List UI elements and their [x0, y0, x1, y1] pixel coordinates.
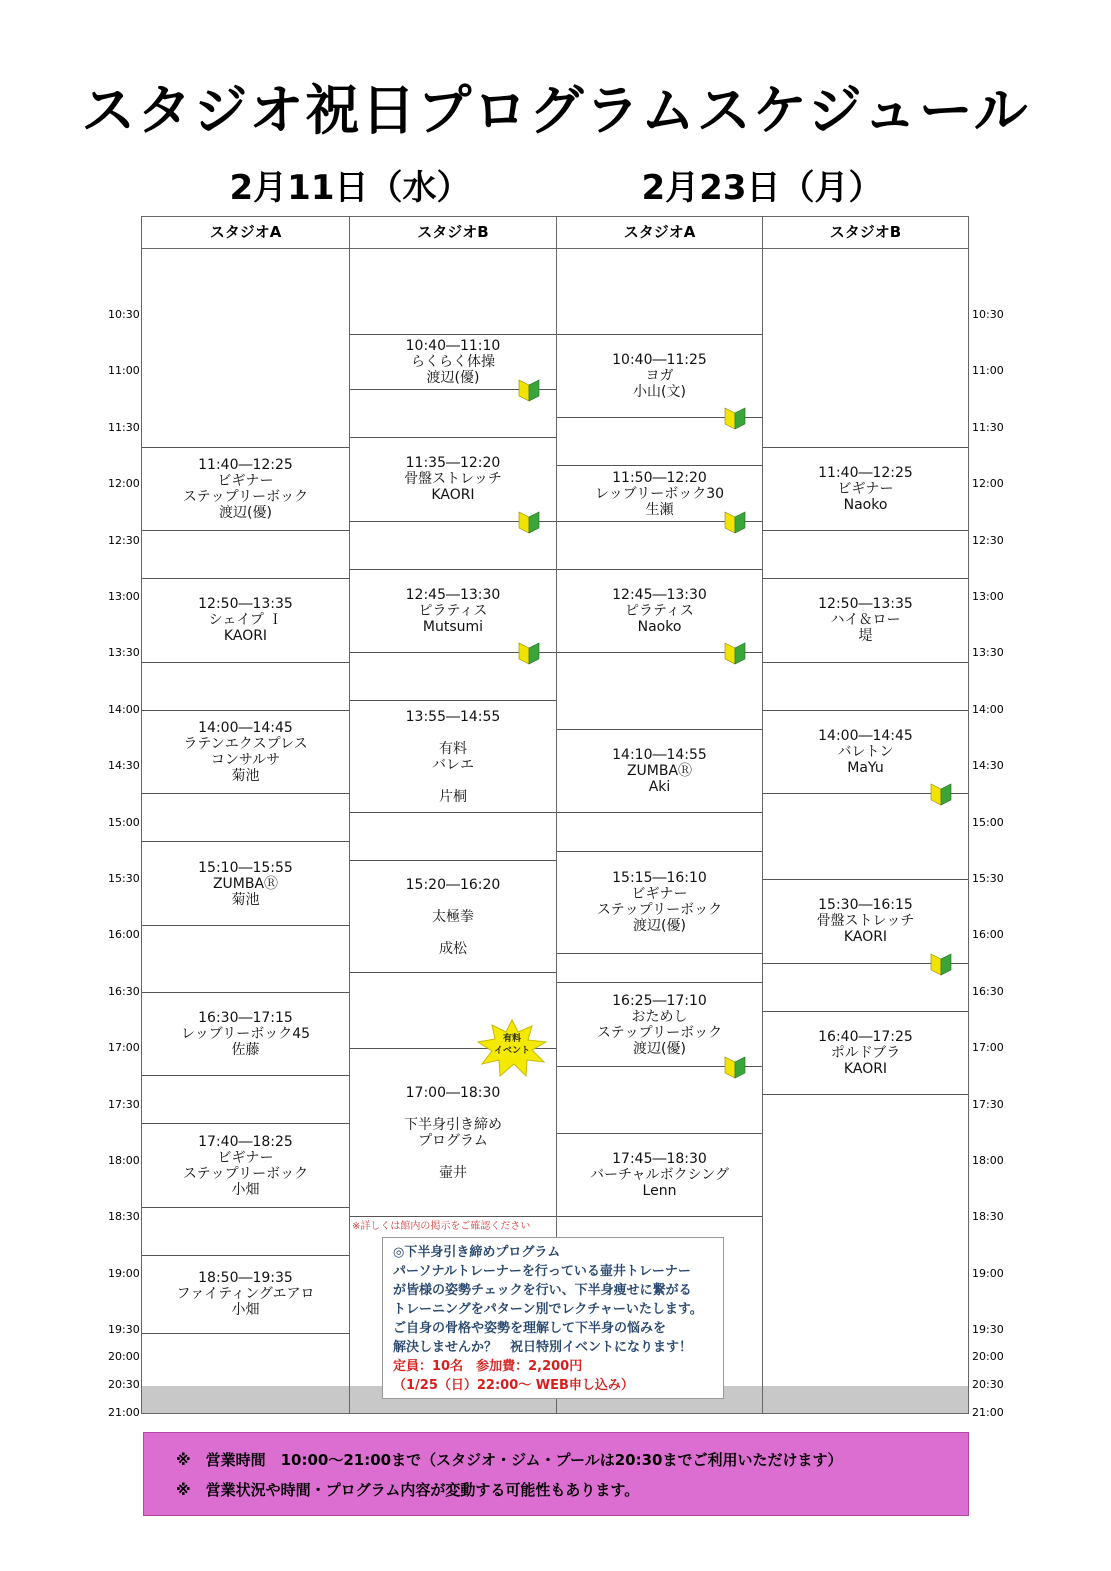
class-text: プログラム	[418, 1132, 488, 1149]
class-text: 渡辺(優)	[219, 504, 272, 521]
class-time: 15:20―16:20	[405, 876, 501, 893]
time-label-left: 17:30	[108, 1097, 140, 1111]
time-label-left: 12:30	[108, 533, 140, 547]
event-info-box	[382, 1237, 724, 1399]
class-slot	[557, 851, 762, 954]
schedule-grid	[141, 216, 969, 1414]
page-title: スタジオ祝日プログラムスケジュール	[81, 79, 1030, 142]
class-text: 骨盤ストレッチ	[816, 913, 915, 930]
time-label-left: 18:00	[108, 1154, 140, 1167]
info-line: パーソナルトレーナーを行っている壷井トレーナー	[393, 1264, 691, 1279]
class-text: レッブリーボック45	[180, 1026, 311, 1043]
class-text: KAORI	[843, 1060, 888, 1077]
class-text: コンサルサ	[210, 752, 281, 769]
class-text: KAORI	[431, 487, 475, 504]
time-label-left: 19:30	[108, 1323, 140, 1337]
class-text: 太極拳	[432, 908, 474, 925]
class-text: 生瀬	[645, 501, 674, 518]
class-time: 11:40―12:25	[818, 464, 913, 481]
time-label-right: 11:00	[972, 364, 1004, 378]
class-slot	[763, 1011, 968, 1096]
class-text: バレエ	[432, 756, 474, 773]
class-text: KAORI	[223, 628, 268, 645]
time-label-left: 11:30	[108, 420, 140, 434]
class-text: ビギナー	[837, 480, 894, 497]
class-slot	[142, 1255, 349, 1334]
class-text: ピラティス	[418, 603, 488, 620]
class-text: 下半身引き締め	[404, 1116, 502, 1133]
time-label-left: 14:00	[108, 702, 140, 716]
class-time: 13:55―14:55	[405, 708, 501, 725]
footer-hours: ※ 営業時間 10:00～21:00まで（スタジオ・ジム・プールは20:30までご利用いただけます）	[176, 1451, 843, 1469]
class-text: 小畑	[231, 1302, 260, 1319]
time-label-left: 13:00	[108, 590, 140, 603]
class-text: Aki	[648, 778, 671, 795]
details-notice: ※詳しくは館内の掲示をご確認ください	[352, 1221, 531, 1232]
time-label-right: 20:30	[972, 1378, 1004, 1391]
class-time: 17:40―18:25	[198, 1133, 293, 1150]
class-time: 14:10―14:55	[612, 746, 707, 763]
class-text: 堤	[858, 628, 873, 645]
column-divider	[762, 216, 763, 1414]
time-label-right: 20:00	[972, 1350, 1004, 1363]
time-label-right: 17:00	[972, 1041, 1004, 1055]
time-label-right: 11:30	[972, 420, 1004, 434]
class-text: ピラティス	[625, 603, 694, 620]
class-slot	[763, 578, 968, 663]
time-label-right: 13:00	[972, 590, 1004, 603]
class-time: 17:00―18:30	[405, 1084, 501, 1101]
time-label-left: 15:30	[108, 872, 140, 885]
class-slot	[142, 447, 349, 532]
class-time: 14:00―14:45	[818, 728, 913, 745]
class-time: 11:35―12:20	[405, 455, 501, 472]
class-text: 有料	[439, 740, 467, 757]
class-time: 16:25―17:10	[612, 992, 707, 1009]
footer-notice	[143, 1432, 969, 1516]
class-text: 渡辺(優)	[426, 369, 480, 386]
class-time: 17:45―18:30	[612, 1151, 707, 1168]
class-text: らくらく体操	[411, 353, 495, 370]
class-slot	[557, 729, 762, 814]
column-divider	[349, 216, 350, 1414]
class-text: 小山(文)	[633, 384, 686, 401]
class-slot	[142, 841, 349, 926]
class-text: Naoko	[637, 619, 682, 636]
class-time: 16:30―17:15	[198, 1010, 293, 1027]
column-header-studio-b-day1: スタジオB	[417, 223, 489, 241]
class-slot	[350, 860, 556, 973]
class-text: ビギナー	[217, 472, 274, 489]
class-text: ステップリーボック	[596, 902, 723, 919]
class-time: 11:50―12:20	[612, 469, 707, 486]
time-label-left: 13:30	[108, 646, 140, 660]
class-time: 15:10―15:55	[198, 859, 293, 876]
class-slot	[142, 1123, 349, 1208]
info-line: 解決しませんか？ 祝日特別イベントになります！	[393, 1340, 693, 1355]
class-text: ファイティングエアロ	[176, 1286, 315, 1303]
class-text: ステップリーボック	[182, 488, 309, 505]
time-label-left: 21:00	[108, 1406, 140, 1419]
beginner-mark-icon	[724, 508, 746, 534]
time-label-right: 14:00	[972, 702, 1004, 716]
time-label-right: 19:30	[972, 1323, 1004, 1337]
paid-event-badge	[474, 1018, 550, 1078]
footer-disclaimer: ※ 営業状況や時間・プログラム内容が変動する可能性もあります。	[176, 1481, 640, 1499]
class-text: 菊池	[231, 891, 260, 908]
time-label-left: 18:30	[108, 1210, 140, 1224]
class-slot	[142, 992, 349, 1077]
class-text: シェイプ Ｉ	[208, 612, 283, 629]
beginner-mark-icon	[724, 404, 746, 430]
class-time: 12:45―13:30	[612, 587, 707, 604]
info-line: ご自身の骨格や姿勢を理解して下半身の悩みを	[393, 1321, 667, 1336]
time-label-left: 19:00	[108, 1266, 140, 1280]
class-text: MaYu	[847, 760, 884, 777]
info-line: トレーニングをパターン別でレクチャーいたします。	[393, 1302, 703, 1317]
info-line: が皆様の姿勢チェックを行い、下半身痩せに繋がる	[393, 1283, 692, 1298]
class-text: 片桐	[439, 788, 467, 805]
class-text: ZUMBAⓇ	[626, 762, 693, 779]
badge-line1: 有料	[502, 1034, 521, 1044]
time-label-right: 12:00	[972, 477, 1004, 491]
time-label-left: 20:30	[108, 1378, 140, 1391]
beginner-mark-icon	[930, 780, 952, 806]
class-slot	[142, 578, 349, 663]
class-text: ステップリーボック	[182, 1165, 309, 1182]
class-time: 12:50―13:35	[198, 596, 293, 613]
time-label-right: 19:00	[972, 1266, 1004, 1280]
time-label-right: 17:30	[972, 1097, 1004, 1111]
time-label-right: 16:00	[972, 928, 1004, 942]
time-label-left: 17:00	[108, 1041, 140, 1055]
time-label-left: 15:00	[108, 815, 140, 829]
class-time: 14:00―14:45	[198, 720, 293, 737]
class-text: 佐藤	[231, 1042, 260, 1059]
class-time: 18:50―19:35	[198, 1270, 293, 1287]
class-text: ポルドブラ	[830, 1044, 901, 1061]
info-heading: ◎下半身引き締めプログラム	[393, 1245, 561, 1260]
class-slot	[557, 1133, 762, 1218]
time-label-left: 12:00	[108, 477, 140, 491]
time-label-right: 15:30	[972, 872, 1004, 885]
info-capacity: 定員：10名 参加費：2,200円	[393, 1359, 583, 1374]
class-slot	[350, 700, 556, 813]
class-time: 16:40―17:25	[818, 1028, 913, 1045]
beginner-mark-icon	[518, 508, 540, 534]
class-text: ビギナー	[631, 886, 688, 903]
time-label-left: 10:30	[108, 308, 140, 321]
time-label-left: 16:00	[108, 928, 140, 942]
class-text: 壷井	[439, 1164, 467, 1181]
beginner-mark-icon	[518, 376, 540, 402]
class-text: KAORI	[843, 929, 888, 946]
class-text: 骨盤ストレッチ	[404, 471, 502, 488]
time-label-right: 13:30	[972, 646, 1004, 660]
time-label-right: 18:00	[972, 1154, 1004, 1167]
class-text: ステップリーボック	[596, 1024, 723, 1041]
time-label-right: 16:30	[972, 984, 1004, 998]
class-time: 12:45―13:30	[405, 587, 501, 604]
class-text: ヨガ	[645, 368, 674, 385]
beginner-mark-icon	[724, 639, 746, 665]
time-label-left: 14:30	[108, 759, 140, 773]
time-label-right: 21:00	[972, 1406, 1004, 1419]
time-label-right: 18:30	[972, 1210, 1004, 1224]
class-text: ビギナー	[217, 1149, 274, 1166]
class-text: 渡辺(優)	[633, 1040, 686, 1057]
class-text: Lenn	[642, 1183, 677, 1200]
info-apply: （1/25（日）22:00～ WEB申し込み）	[393, 1378, 634, 1393]
class-time: 10:40―11:10	[405, 337, 501, 354]
time-label-left: 11:00	[108, 364, 140, 378]
class-text: 渡辺(優)	[633, 918, 686, 935]
time-label-left: 20:00	[108, 1350, 140, 1363]
time-label-right: 10:30	[972, 308, 1004, 321]
column-header-studio-b-day2: スタジオB	[829, 223, 902, 241]
class-text: おためし	[631, 1008, 688, 1025]
class-time: 15:15―16:10	[612, 870, 707, 887]
class-time: 10:40―11:25	[612, 352, 707, 369]
time-label-right: 12:30	[972, 533, 1004, 547]
class-time: 12:50―13:35	[818, 596, 913, 613]
class-slot	[763, 447, 968, 532]
class-slot	[142, 710, 349, 795]
class-text: Mutsumi	[422, 619, 484, 636]
badge-line2: イベント	[493, 1046, 530, 1056]
class-time: 15:30―16:15	[818, 897, 913, 914]
class-text: ZUMBAⓇ	[212, 875, 279, 892]
date-heading-right: 2月23日（月）	[641, 168, 883, 208]
class-text: Naoko	[843, 496, 888, 513]
date-heading-left: 2月11日（水）	[229, 168, 471, 208]
class-text: 小畑	[231, 1181, 260, 1198]
class-text: バーチャルボクシング	[590, 1167, 729, 1184]
class-text: バレトン	[837, 744, 894, 761]
column-header-studio-a-day2: スタジオA	[623, 223, 696, 241]
class-text: ラテンエクスプレス	[183, 736, 308, 753]
class-time: 11:40―12:25	[198, 456, 293, 473]
beginner-mark-icon	[518, 639, 540, 665]
class-text: ハイ＆ロー	[830, 612, 901, 629]
time-label-right: 14:30	[972, 759, 1004, 773]
time-label-left: 16:30	[108, 984, 140, 998]
class-text: レッブリーボック30	[594, 485, 725, 502]
class-text: 菊池	[231, 768, 260, 785]
beginner-mark-icon	[930, 950, 952, 976]
class-text: 成松	[439, 940, 467, 957]
beginner-mark-icon	[724, 1053, 746, 1079]
column-header-studio-a-day1: スタジオA	[209, 223, 282, 241]
header-divider	[141, 248, 969, 249]
time-label-right: 15:00	[972, 815, 1004, 829]
